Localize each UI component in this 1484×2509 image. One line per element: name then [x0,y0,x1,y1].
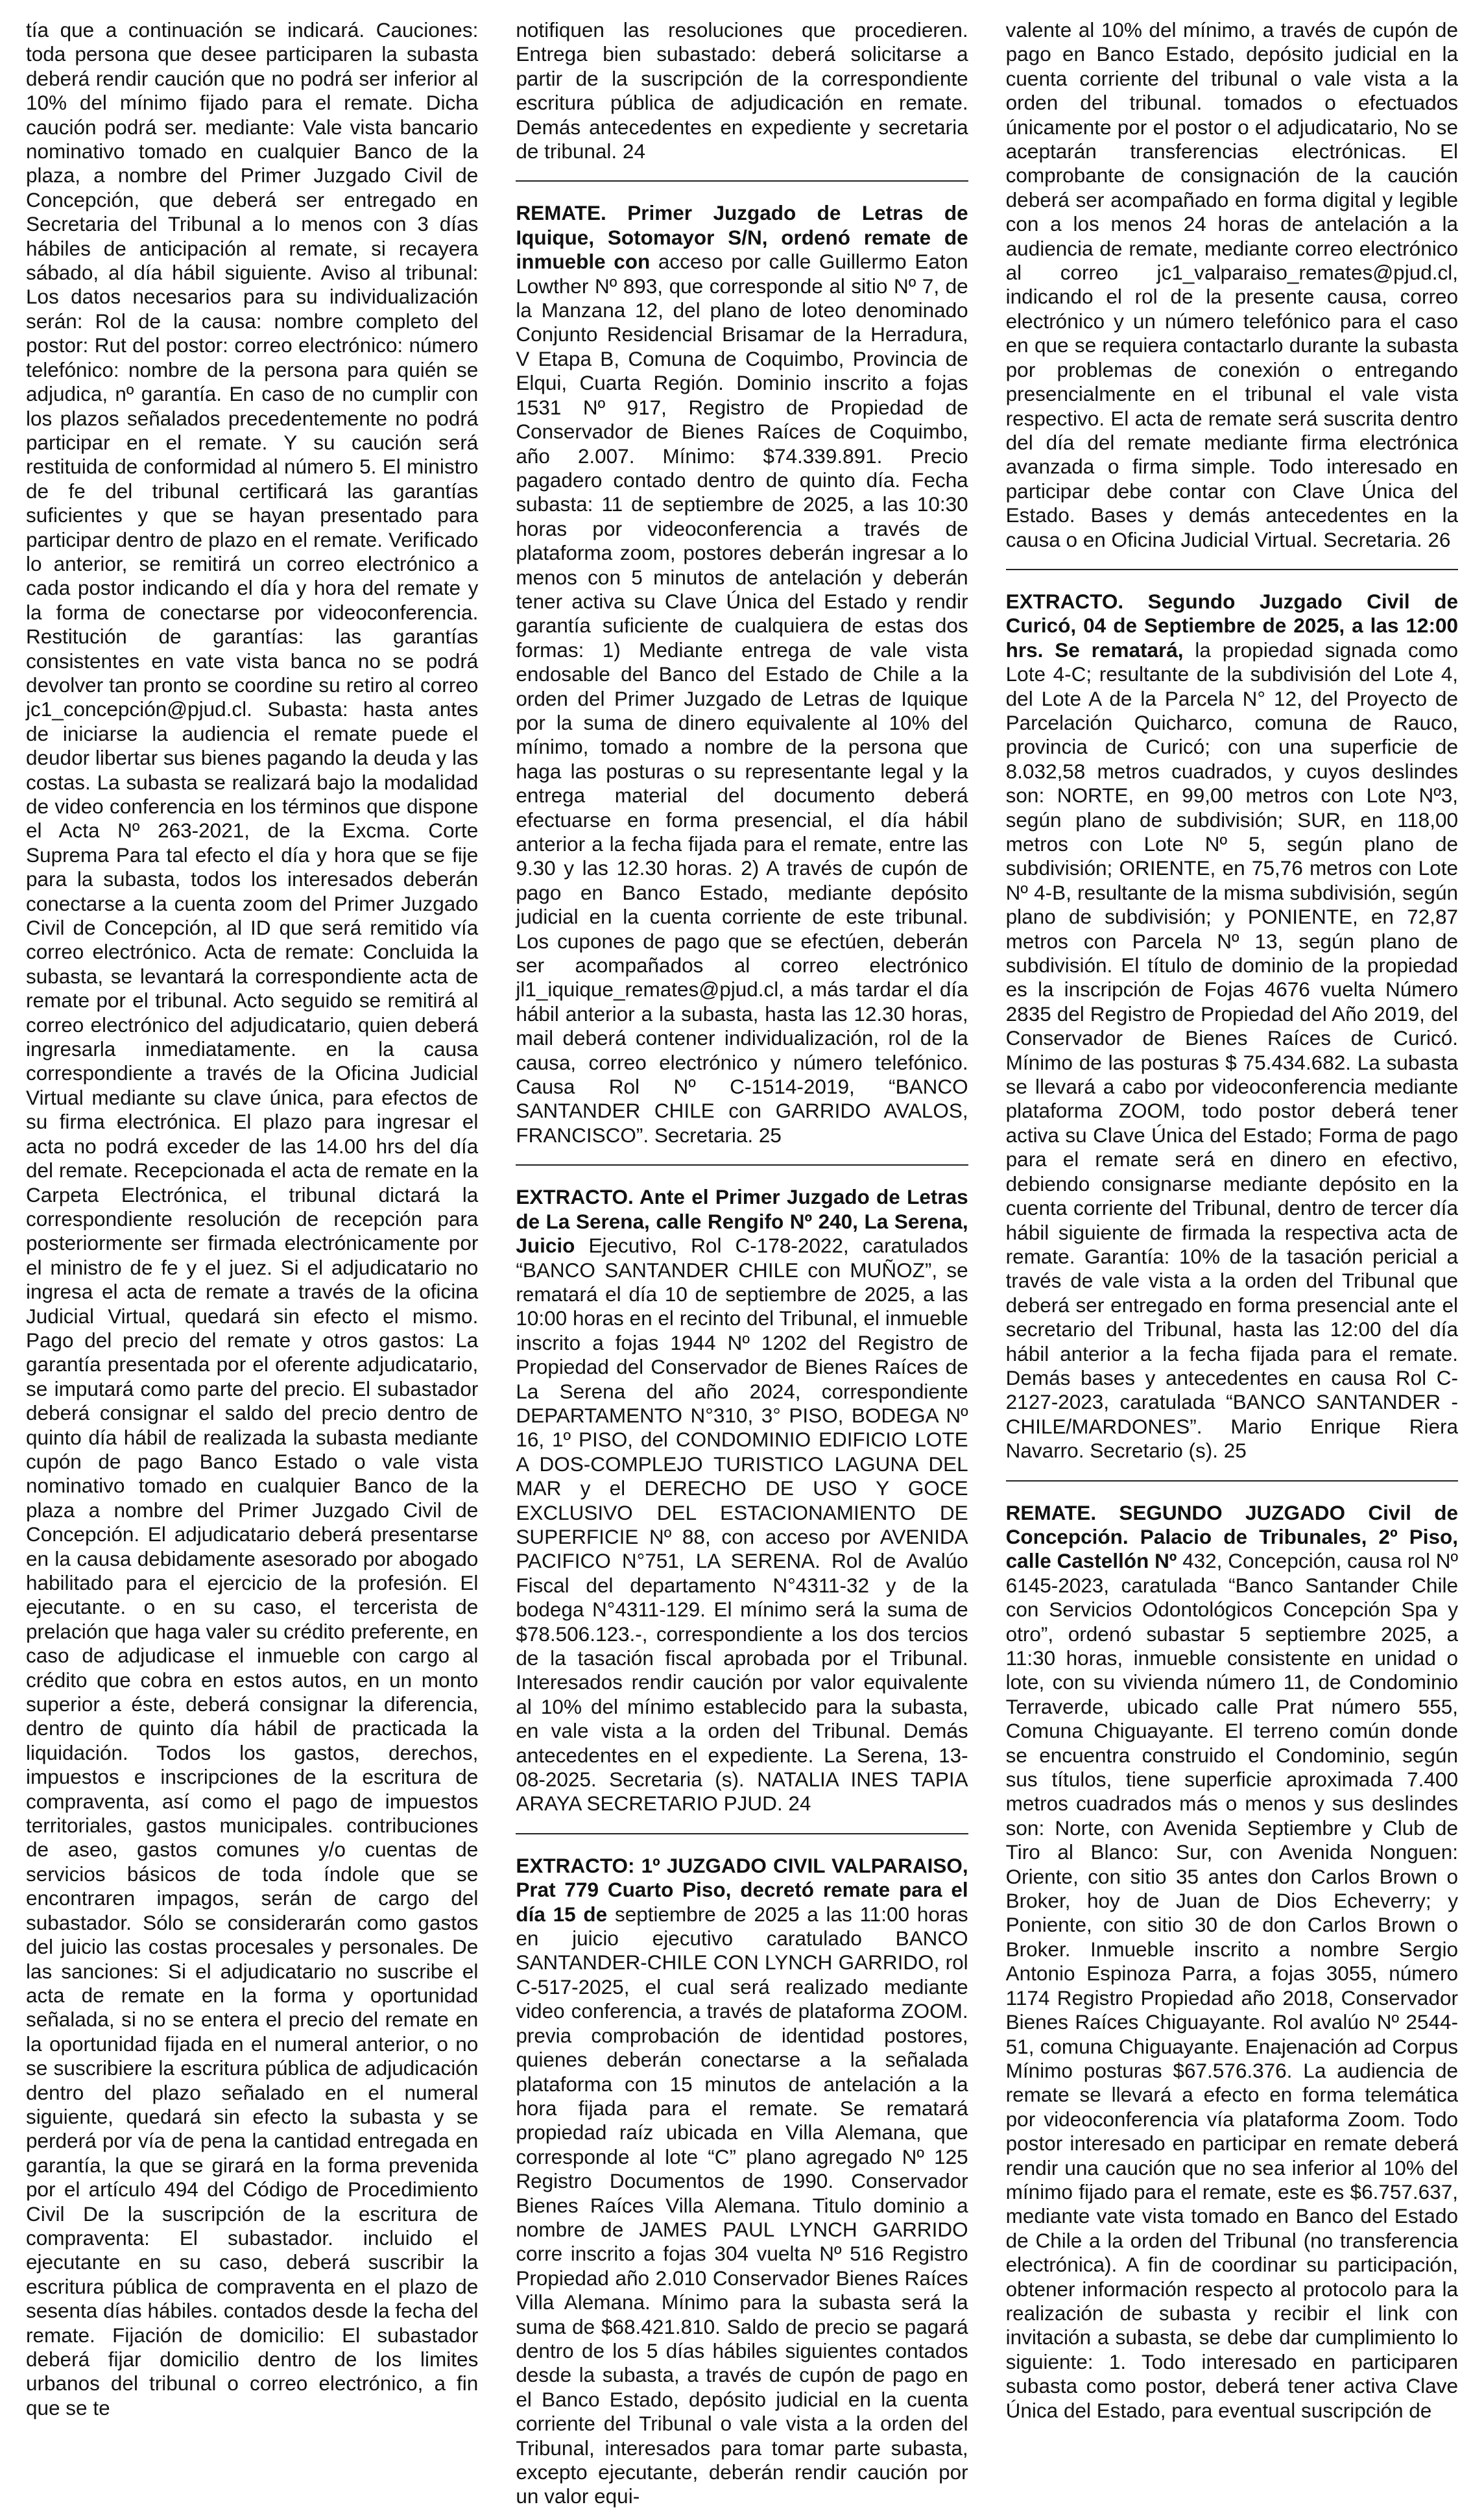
column-3 [1005,18,1458,2422]
notice-curico [1006,590,1458,1463]
notice-iquique [516,201,968,1147]
notice-continuation-valparaiso: valente al 10% del mínimo, a través de cupón de pago en Banco Estado, depósito judicial en la cuenta corriente del tribunal o vale vista a la orden del tribunal. tomados o efectuados únicamente por el postor o el adjudicatario, No se aceptarán transferencias electrónicas. El comprobante de consignación de la caución deberá ser acompañado en forma digital y legible con a los menos 24 horas de antelación a la audiencia de remate, mediante correo electrónico al correo jc1_valparaiso_remates@pjud.cl, indicando el rol de la presente causa, correo electrónico y un número telefónico para el caso en que se requiera contactarlo durante la subasta por problemas de conexión o entregando presencialmente en el tribunal el vale vista respectivo. El acta de remate será suscrita dentro del día del remate mediante firma electrónica avanzada o firma simple. Todo interesado en participar debe contar con Clave Única del Estado. Bases y demás antecedentes en la causa o en Oficina Judicial Virtual. Secretaria. 26 [1005,18,1458,551]
notice-separator [516,1164,968,1166]
notice-continuation-concepcion-1-end: notifiquen las resoluciones que procedieren. Entrega bien subastado: deberá solicitarse a partir de la suscripción de la correspondiente escritura pública de adjudicación en remate. Demás antecedentes en expediente y secretaria de tribunal. 24 [516,18,968,163]
notice-heading: REMATE. SEGUNDO JUZGADO Civil de Concepción. Palacio de Tribunales, 2º Piso, calle Castellón Nº [1005,1500,1458,1573]
notice-heading: REMATE. Primer Juzgado de Letras de Iquique, Sotomayor S/N, ordenó remate de inmueble con [516,201,968,274]
notice-separator [1006,1480,1458,1482]
notice-separator [516,180,968,182]
notice-body: la propiedad signada como Lote 4-C; resultante de la subdivisión del Lote 4, del Lote A de la Parcela N° 12, del Proyecto de Parcelación Quicharco, comuna de Rauco, provincia de Curicó; con una superficie de 8.032,58 metros cuadrados, y cuyos deslindes son: NORTE, en 99,00 metros con Lote Nº3, según plano de subdivisión; SUR, en 118,00 metros con Lote Nº 5, según plano de subdivisión; ORIENTE, en 75,76 metros con Lote Nº 4-B, resultante de la misma subdivisión, según plano de subdivisión; y PONIENTE, en 72,87 metros con Parcela Nº 13, según plano de subdivisión. El título de dominio de la propiedad es la inscripción de Fojas 4676 vuelta Número 2835 del Registro de Propiedad del Año 2019, del Conservador de Bienes Raíces de Curicó. Mínimo de las posturas $ 75.434.682. La subasta se llevará a cabo por videoconferencia mediante plataforma ZOOM, todo postor deberá tener activa su Clave Única del Estado; Forma de pago para el remate será en dinero en efectivo, debiendo consignarse mediante depósito en la cuenta corriente del Tribunal, dentro de tercer día hábil siguiente de firmada la respectiva acta de remate. Garantía: 10% de la tasación pericial a través de vale vista a la orden del Tribunal que deberá ser entregado en forma presencial ante el secretario del Tribunal, hasta las 12:00 del día hábil anterior a la fecha fijada para el remate. Demás bases y antecedentes en causa Rol C-2127-2023, caratulada “BANCO SANTANDER -CHILE/MARDONES”. Mario Enrique Riera Navarro. Secretario (s). 25 [1005,638,1458,1463]
notice-heading: EXTRACTO: 1º JUZGADO CIVIL VALPARAISO, Prat 779 Cuarto Piso, decretó remate para el día 15 de [516,1853,968,1926]
notice-heading: EXTRACTO. Ante el Primer Juzgado de Letras de La Serena, calle Rengifo Nº 240, La Serena, Juicio [516,1185,968,1258]
notice-continuation-concepcion-1: tía que a continuación se indicará. Cauciones: toda persona que desee participaren la subasta deberá rendir caución que no podrá ser inferior al 10% del mínimo fijado para el remate. Dicha caución podrá ser. mediante: Vale vista bancario nominativo tomado en cualquier Banco de la plaza, a nombre del Primer Juzgado Civil de Concepción, que deberá ser entregado en Secretaria del Tribunal a lo menos con 3 días hábiles de anticipación al remate, si recayera sábado, al día hábil siguiente. Aviso al tribunal: Los datos necesarios para su individualización serán: Rol de la causa: nombre completo del postor: Rut del postor: correo electrónico: número telefónico: nombre de la persona para quién se adjudica, nº garantía. En caso de no cumplir con los plazos señalados precedentemente no podrá participar en el remate. Y su caución será restituida de conformidad al número 5. El ministro de fe del tribunal certificará las garantías suficientes y que se hayan presentado para participar dentro de plazo en el remate. Verificado lo anterior, se remitirá un correo electrónico a cada postor indicando el día y hora del remate y la forma de conectarse por videoconferencia. Restitución de garantías: las garantías consistentes en vate vista banca no se podrá devolver tan pronto se coordine su retiro al correo jc1_concepción@pjud.cl. Subasta: hasta antes de iniciarse la audiencia el remate puede el deudor libertar sus bienes pagando la deuda y las costas. La subasta se realizará bajo la modalidad de video conferencia en los términos que dispone el Acta Nº 263-2021, de la Excma. Corte Suprema Para tal efecto el día y hora que se fije para la subasta, todos los interesados deberán conectarse a la cuenta zoom del Primer Juzgado Civil de Concepción, al ID que será remitido vía correo electrónico. Acta de remate: Concluida la subasta, se levantará la correspondiente acta de remate por el tribunal. Acto seguido se remitirá al correo electrónico del adjudicatario, quien deberá ingresarla inmediatamente. en la causa correspondiente a través de la Oficina Judicial Virtual mediante su clave única, para efectos de su firma electrónica. El plazo para ingresar el acta no podrá exceder de las 14.00 hrs del día del remate. Recepcionada el acta de remate en la Carpeta Electrónica, el tribunal dictará la correspondiente resolución de recepción para posteriormente ser firmada electrónicamente por el ministro de fe y el juez. Si el adjudicatario no ingresa el acta de remate a través de la oficina Judicial Virtual, quedará sin efecto el mismo. Pago del precio del remate y otros gastos: La garantía presentada por el oferente adjudicatario, se imputará como parte del precio. El subastador deberá consignar el saldo del precio dentro de quinto día hábil de realizada la subasta mediante cupón de pago Banco Estado o vale vista nominativo tomado en cualquier Banco de la plaza a nombre del Primer Juzgado Civil de Concepción. El adjudicatario deberá presentarse en la causa debidamente asesorado por abogado habilitado para el ejercicio de la profesión. El ejecutante. o en su caso, el tercerista de prelación que haga valer su crédito preferente, en caso de adjudicase el inmueble con cargo al crédito que cobra en estos autos, en un monto superior a éste, deberá consignar la diferencia, dentro de quinto día hábil de practicada la liquidación. Todos los gastos, derechos, impuestos e inscripciones de la escritura de compraventa, así como el pago de impuestos territoriales, gastos municipales. contribuciones de aseo, gastos comunes y/o cuentas de servicios básicos de toda índole que se encontraren impagos, serán de cargo del subastador. Sólo se considerarán como gastos del juicio las costas procesales y personales. De las sanciones: Si el adjudicatario no suscribe el acta de remate en la forma y oportunidad señalada, si no se entera el precio del remate en la oportunidad fijada en el numeral anterior, o no se suscribiere la escritura pública de adjudicación dentro del plazo señalado en el numeral siguiente, quedará sin efecto la subasta y se perderá por vía de pena la cantidad entregada en garantía, la que se girará en la forma prevenida por el artículo 494 del Código de Procedimiento Civil De la suscripción de la escritura de compraventa: El subastador. incluido el ejecutante en su caso, deberá suscribir la escritura pública de compraventa en el plazo de sesenta días hábiles. contados desde la fecha del remate. Fijación de domicilio: El subastador deberá fijar domicilio dentro de los limites urbanos del tribunal o correo electrónico, a fin que se te [26,18,479,2419]
notice-body: acceso por calle Guillermo Eaton Lowther Nº 893, que corresponde al sitio Nº 7, de la Manzana 12, del plano de loteo denominado Conjunto Residencial Brisamar de la Herradura, V Etapa B, Comuna de Coquimbo, Provincia de Elqui, Cuarta Región. Dominio inscrito a fojas 1531 Nº 917, Registro de Propiedad de Conservador de Bienes Raíces de Coquimbo, año 2.007. Mínimo: $74.339.891. Precio pagadero contado dentro de quinto día. Fecha subasta: 11 de septiembre de 2025, a las 10:30 horas por videoconferencia a través de plataforma zoom, postores deberán ingresar a lo menos con 5 minutos de antelación y deberán tener activa su Clave Única del Estado y rendir garantía suficiente de cualquiera de estas dos formas: 1) Mediante entrega de vale vista endosable del Banco del Estado de Chile a la orden del Primer Juzgado de Letras de Iquique por la suma de dinero equivalente al 10% del mínimo, tomado a nombre de la persona que haga las posturas o su representante legal y la entrega material del documento deberá efectuarse en forma presencial, el día hábil anterior a la fecha fijada para el remate, entre las 9.30 y las 12.30 horas. 2) A través de cupón de pago en Banco Estado, mediante depósito judicial en la cuenta corriente de este tribunal. Los cupones de pago que se efectúen, deberán ser acompañados al correo electrónico jl1_iquique_remates@pjud.cl, a más tardar el día hábil anterior a la subasta, hasta las 12.30 horas, mail deberá contener individualización, rol de la causa, correo electrónico y número telefónico. Causa Rol Nº C-1514-2019, “BANCO SANTANDER CHILE con GARRIDO AVALOS, FRANCISCO”. Secretaria. 25 [516,250,968,1147]
notice-separator [516,1833,968,1834]
column-1 [26,18,479,2419]
notice-body: 432, Concepción, causa rol Nº 6145-2023, caratulada “Banco Santander Chile con Servicios Odontológicos Concepción Spa y otro”, ordenó subastar 5 septiembre 2025, a 11:30 horas, inmueble consistente en unidad o lote, con su vivienda número 11, de Condominio Terraverde, ubicado calle Prat número 555, Comuna Chiguayante. El terreno común donde se encuentra construido el Condominio, según sus títulos, tiene superficie aproximada 7.400 metros cuadrados más o menos y sus deslindes son: Norte, con Avenida Septiembre y Club de Tiro al Blanco: Sur, con Avenida Nonguen: Oriente, con sitio 35 antes don Carlos Brown o Broker, hoy de Juan de Dios Echeverry; y Poniente, con sitio 30 de don Carlos Brown o Broker. Inmueble inscrito a nombre Sergio Antonio Espinoza Parra, a fojas 3055, número 1174 Registro Propiedad año 2018, Conservador Bienes Raíces Chiguayante. Rol avalúo Nº 2544-51, comuna Chiguayante. Enajenación ad Corpus Mínimo posturas $67.576.376. La audiencia de remate se llevará a efecto en forma telemática por videoconferencia vía plataforma Zoom. Todo postor interesado en participar en remate deberá rendir una caución que no sea inferior al 10% del mínimo fijado para el remate, este es $6.757.637, mediante vate vista tomado en Banco del Estado de Chile a la orden del Tribunal (no transferencia electrónica). A fin de coordinar su participación, obtener información respecto al protocolo para la realización de subasta y recibir el link con invitación a subasta, se debe dar cumplimiento lo siguiente: 1. Todo interesado en participaren subasta como postor, deberá tener activa Clave Única del Estado, para eventual suscripción de [1005,1549,1458,2422]
notice-separator [1006,569,1458,570]
notice-la-serena [516,1185,968,1816]
notice-body: septiembre de 2025 a las 11:00 horas en juicio ejecutivo caratulado BANCO SANTANDER-CHILE CON LYNCH GARRIDO, rol C-517-2025, el cual será realizado mediante video conferencia, a través de plataforma ZOOM. previa comprobación de identidad postores, quienes deberán conectarse a la señalada plataforma con 15 minutos de antelación a la hora fijada para el remate. Se rematará propiedad raíz ubicada en Villa Alemana, que corresponde al lote “C” plano agregado Nº 125 Registro Documentos de 1990. Conservador Bienes Raíces Villa Alemana. Titulo dominio a nombre de JAMES PAUL LYNCH GARRIDO corre inscrito a fojas 304 vuelta Nº 516 Registro Propiedad año 2.010 Conservador Bienes Raíces Villa Alemana. Mínimo para la subasta será la suma de $68.421.810. Saldo de precio se pagará dentro de los 5 días hábiles siguientes contados desde la subasta, a través de cupón de pago en el Banco Estado, depósito judicial en la cuenta corriente del Tribunal o vale vista a la orden del Tribunal, interesados para tomar parte subasta, excepto ejecutante, deberán rendir caución por un valor equi- [516,1902,968,2508]
notice-heading: EXTRACTO. Segundo Juzgado Civil de Curicó, 04 de Septiembre de 2025, a las 12:00 hrs. Se rematará, [1005,589,1458,662]
column-2 [516,18,968,2508]
notice-concepcion-2 [1006,1501,1458,2423]
notice-body: Ejecutivo, Rol C-178-2022, caratulados “BANCO SANTANDER CHILE con MUÑOZ”, se rematará el día 10 de septiembre de 2025, a las 10:00 horas en el recinto del Tribunal, el inmueble inscrito a fojas 1944 Nº 1202 del Registro de Propiedad del Conservador de Bienes Raíces de La Serena del año 2024, correspondiente DEPARTAMENTO N°310, 3° PISO, BODEGA Nº 16, 1º PISO, del CONDOMINIO EDIFICIO LOTE A DOS-COMPLEJO TURISTICO LAGUNA DEL MAR y el DERECHO DE USO Y GOCE EXCLUSIVO DEL ESTACIONAMIENTO DE SUPERFICIE Nº 88, con acceso por AVENIDA PACIFICO N°751, LA SERENA. Rol de Avalúo Fiscal del departamento N°4311-32 y de la bodega N°4311-129. El mínimo será la suma de $78.506.123.-, correspondiente a los dos tercios de la tasación fiscal aprobada por el Tribunal. Interesados rendir caución por valor equivalente al 10% del mínimo establecido para la subasta, en vale vista a la orden del Tribunal. Demás antecedentes en el expediente. La Serena, 13-08-2025. Secretaria (s). NATALIA INES TAPIA ARAYA SECRETARIO PJUD. 24 [516,1234,968,1816]
notice-valparaiso [516,1854,968,2509]
